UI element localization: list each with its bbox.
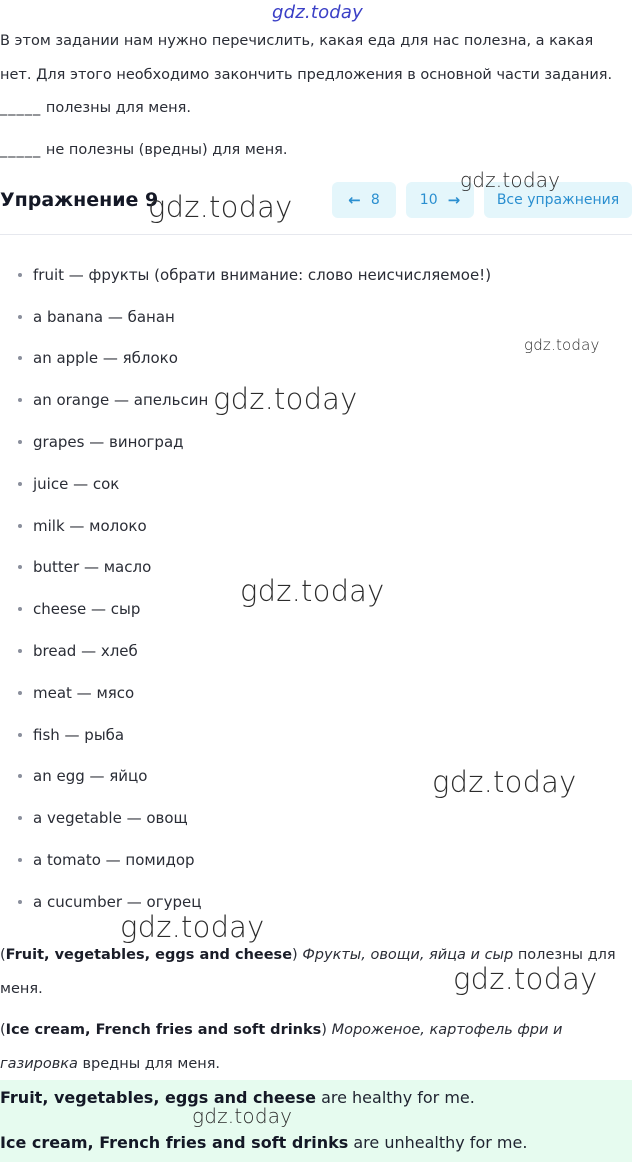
vocab-text: fish — рыба (33, 725, 125, 744)
final-answer-box (0, 1080, 632, 1162)
answer-2-bold: Ice cream, French fries and soft drinks (5, 1022, 322, 1038)
vocab-text: fruit — фрукты (обрати внимание: слово неисчисляемое!) (33, 265, 492, 284)
prev-exercise-label: 8 (370, 192, 380, 208)
watermark: gdz.today (432, 765, 577, 799)
answer-1-bold: Fruit, vegetables, eggs and cheese (5, 947, 293, 963)
list-item (0, 254, 632, 296)
answer-1-italic: Фрукты, овощи, яйца и сыр (302, 947, 514, 963)
answer-1-rest: полезны для (517, 947, 616, 963)
bullet-icon (18, 733, 22, 737)
vocab-text: a banana — банан (33, 307, 175, 326)
template-unhealthy (0, 140, 632, 160)
bullet-icon (18, 774, 22, 778)
bullet-icon (18, 900, 22, 904)
answer-2-italic-cont: газировка (0, 1056, 78, 1072)
list-item (0, 714, 632, 756)
prev-exercise-button[interactable] (332, 182, 396, 218)
final-sentence-2 (0, 1133, 527, 1152)
intro-line-1: В этом задании нам нужно перечислить, какая еда для нас полезна, а какая (0, 33, 594, 49)
template-unhealthy-text: не полезны (вредны) для меня. (45, 142, 288, 158)
bullet-icon (18, 482, 22, 486)
watermark: gdz.today (240, 574, 385, 608)
final-1-bold: Fruit, vegetables, eggs and cheese (0, 1088, 316, 1107)
vocab-text: meat — мясо (33, 683, 135, 702)
vocab-text: an apple — яблоко (33, 349, 178, 368)
watermark: gdz.today (120, 910, 265, 944)
watermark: gdz.today (524, 336, 600, 354)
bullet-icon (18, 524, 22, 528)
bullet-icon (18, 858, 22, 862)
final-1-rest: are healthy for me. (321, 1088, 475, 1107)
template-healthy (0, 98, 632, 118)
exercise-title: Упражнение 9 (0, 189, 159, 211)
vocab-text: an orange — апельсин (33, 391, 209, 410)
watermark: gdz.today (192, 1104, 293, 1128)
vocab-text: a tomato — помидор (33, 851, 195, 870)
final-2-rest: are unhealthy for me. (353, 1133, 528, 1152)
list-item (0, 463, 632, 505)
list-item (0, 630, 632, 672)
watermark: gdz.today (148, 190, 293, 224)
arrow-left-icon: ← (348, 191, 361, 209)
bullet-icon (18, 315, 22, 319)
vocab-text: bread — хлеб (33, 642, 138, 661)
answer-2-italic: Мороженое, картофель фри и (331, 1022, 563, 1038)
vocab-text: milk — молоко (33, 516, 147, 535)
intro-line-2: нет. Для этого необходимо закончить предложения в основной части задания. (0, 67, 613, 83)
blank-line: _____ (0, 142, 42, 158)
watermark: gdz.today (453, 962, 598, 996)
vocab-text: butter — масло (33, 558, 152, 577)
list-item (0, 839, 632, 881)
list-item (0, 672, 632, 714)
bullet-icon (18, 440, 22, 444)
answer-2: (Ice cream, French fries and soft drinks) Мороженое, картофель фри и газировка вредны для меня. (0, 1022, 563, 1072)
bullet-icon (18, 565, 22, 569)
list-item (0, 797, 632, 839)
vocab-text: cheese — сыр (33, 600, 141, 619)
bullet-icon (18, 273, 22, 277)
template-healthy-text: полезны для меня. (45, 100, 191, 116)
vocab-text: a cucumber — огурец (33, 892, 202, 911)
vocab-text: a vegetable — овощ (33, 809, 188, 828)
bullet-icon (18, 607, 22, 611)
list-item (0, 296, 632, 338)
next-exercise-label: 10 (419, 192, 438, 208)
blank-line: _____ (0, 100, 42, 116)
watermark-top: gdz.today (272, 2, 364, 23)
answer-1: (Fruit, vegetables, eggs and cheese) Фрукты, овощи, яйца и сыр полезны для меня. (0, 947, 616, 997)
final-2-bold: Ice cream, French fries and soft drinks (0, 1133, 349, 1152)
list-item (0, 421, 632, 463)
bullet-icon (18, 816, 22, 820)
answer-1-end: меня. (0, 981, 43, 997)
all-exercises-label: Все упражнения (496, 192, 620, 208)
bullet-icon (18, 356, 22, 360)
vocab-text: grapes — виноград (33, 433, 184, 452)
list-item (0, 881, 632, 923)
bullet-icon (18, 649, 22, 653)
bullet-icon (18, 398, 22, 402)
bullet-icon (18, 691, 22, 695)
list-item (0, 505, 632, 547)
watermark: gdz.today (213, 382, 358, 416)
answer-2-rest: вредны для меня. (82, 1056, 221, 1072)
vocab-text: juice — сок (33, 474, 120, 493)
vocab-text: an egg — яйцо (33, 767, 148, 786)
watermark: gdz.today (460, 168, 561, 192)
arrow-right-icon: → (447, 191, 461, 209)
